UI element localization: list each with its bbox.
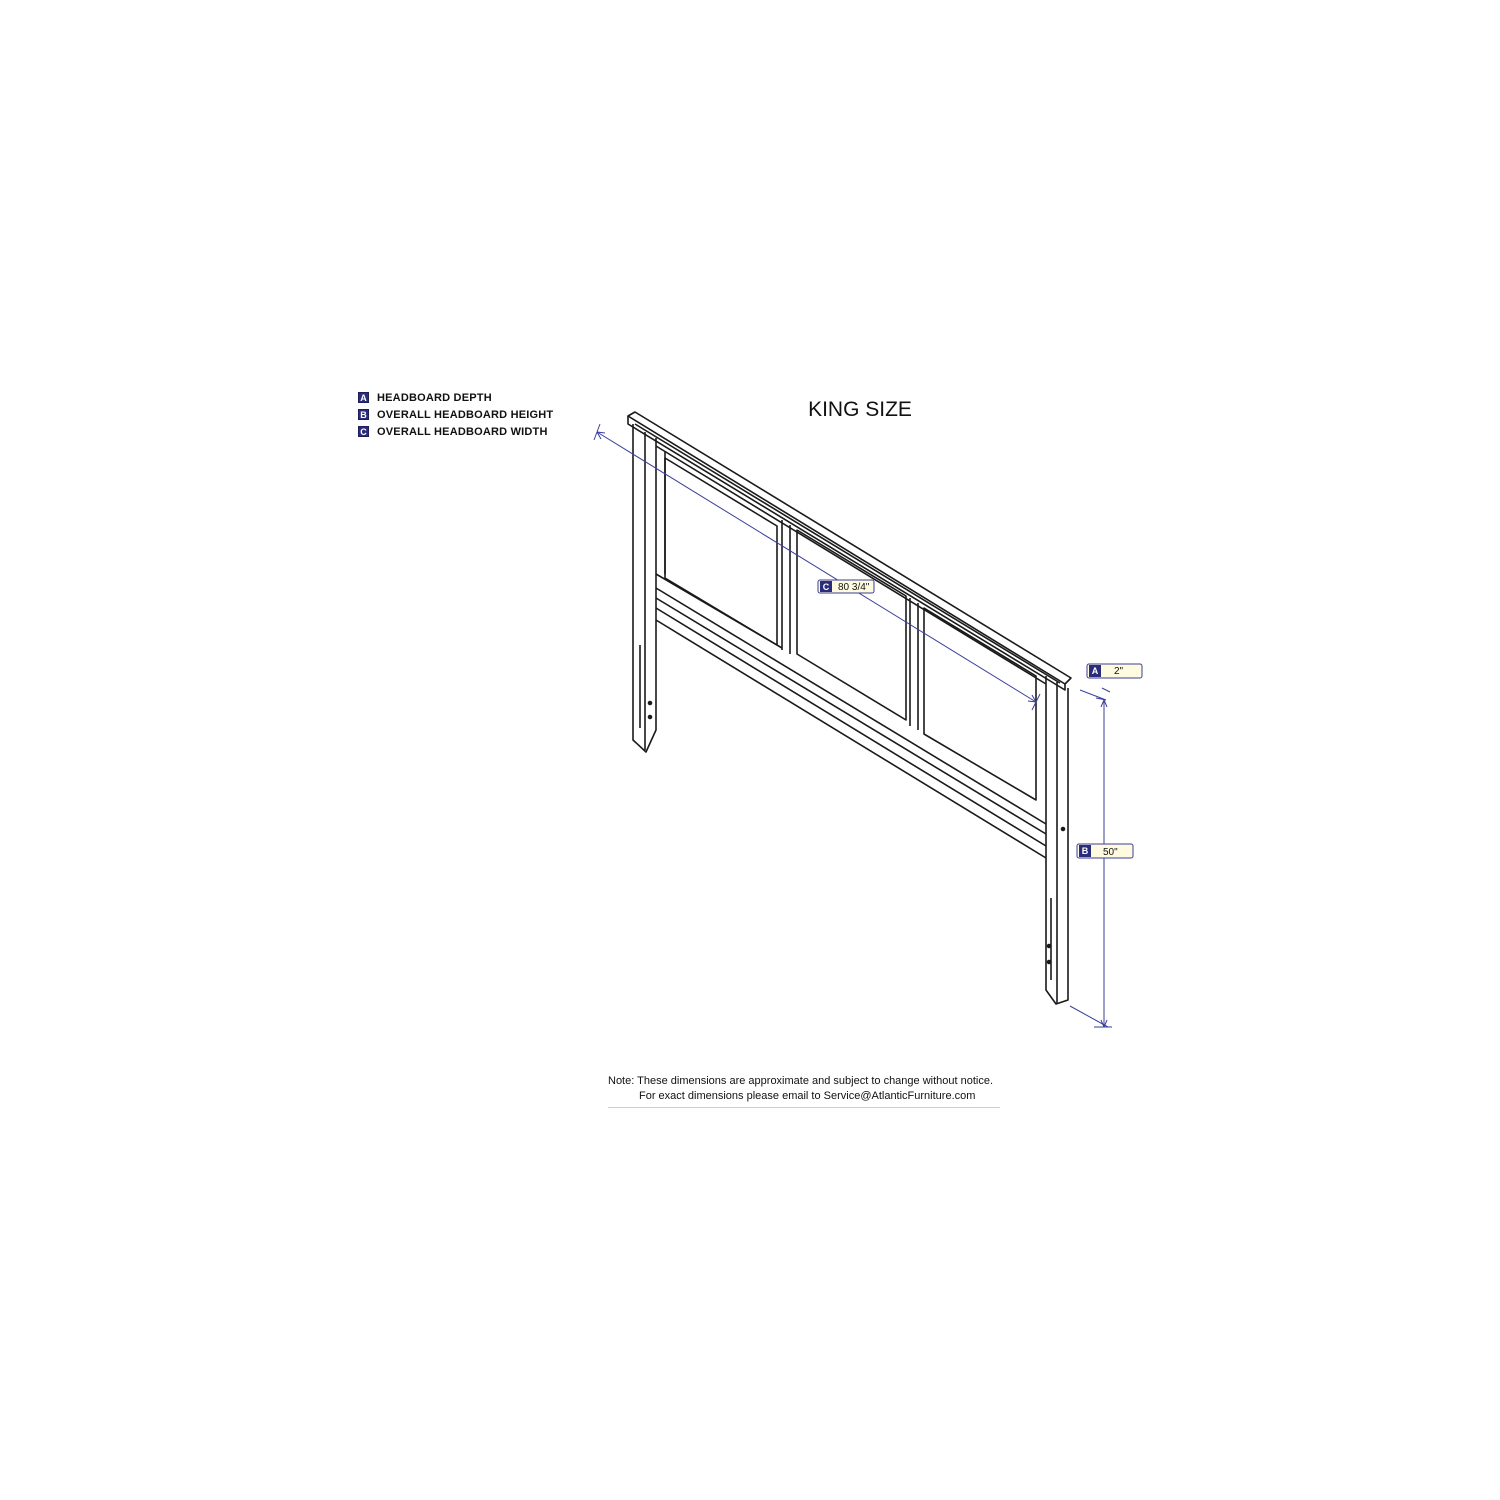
legend-badge-b: B [358,409,369,420]
depth-dimension-line [1080,690,1106,700]
callout-height-value: 50" [1103,847,1118,858]
note-line-1: Note: These dimensions are approximate and subject to change without notice. [608,1075,994,1087]
note-line-2: For exact dimensions please email to Service@AtlanticFurniture.com [639,1090,976,1102]
legend-badge-c: C [358,426,369,437]
legend-label-height: OVERALL HEADBOARD HEIGHT [377,408,554,421]
callout-depth-value: 2" [1114,666,1124,677]
callout-width-letter: C [822,582,830,592]
middle-panel [797,530,906,720]
note-divider [608,1107,1000,1108]
callout-height [1077,844,1133,858]
callout-depth-letter: A [1091,666,1099,676]
headboard-line-art [628,412,1071,1004]
legend-badge-a: A [358,392,369,403]
callout-width-value: 80 3/4" [838,582,870,593]
legend-label-width: OVERALL HEADBOARD WIDTH [377,425,548,438]
callout-height-letter: B [1081,846,1089,856]
page-title: KING SIZE [808,398,912,421]
dimension-lines [594,424,1112,1027]
width-dimension-line [597,432,1036,702]
callout-width [818,580,874,593]
dimension-note [608,1074,993,1104]
bottom-rail [656,588,1046,824]
legend-label-depth: HEADBOARD DEPTH [377,391,492,404]
callout-depth [1087,664,1142,678]
